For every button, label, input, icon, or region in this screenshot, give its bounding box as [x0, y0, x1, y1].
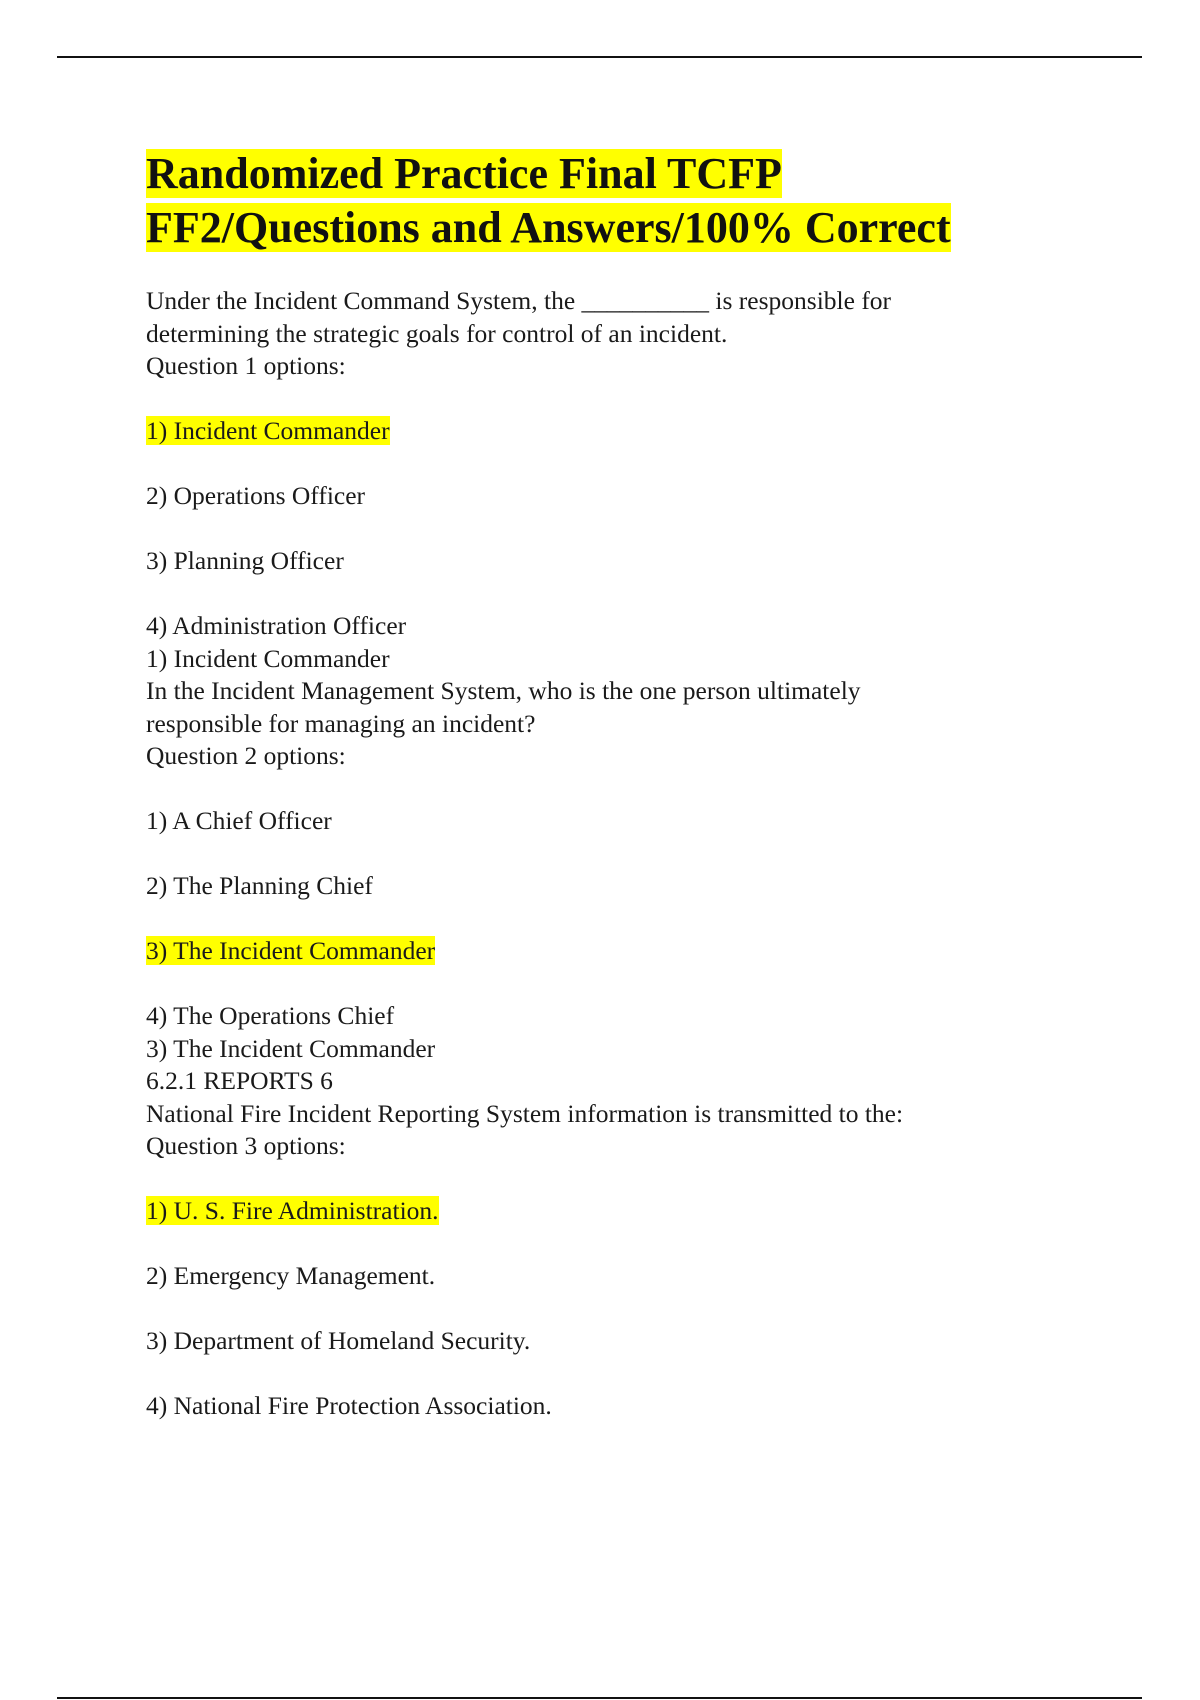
question-2-option-3-correct: 3) The Incident Commander — [146, 936, 436, 965]
title-line-1: Randomized Practice Final TCFP — [146, 149, 782, 198]
question-2 — [146, 675, 1086, 1065]
question-3-option-3: 3) Department of Homeland Security. — [146, 1326, 531, 1355]
question-1 — [146, 285, 1086, 675]
title-line-2: FF2/Questions and Answers/100% Correct — [146, 203, 951, 252]
question-1-option-4: 4) Administration Officer — [146, 611, 407, 640]
question-1-stem-line-1: Under the Incident Command System, the __________ is responsible for — [146, 286, 892, 315]
question-2-options-label: Question 2 options: — [146, 741, 346, 770]
header-rule — [57, 56, 1142, 58]
question-2-option-2: 2) The Planning Chief — [146, 871, 373, 900]
question-1-options-label: Question 1 options: — [146, 351, 346, 380]
document-title — [146, 147, 1086, 255]
question-1-option-2: 2) Operations Officer — [146, 481, 366, 510]
question-3-option-4: 4) National Fire Protection Association. — [146, 1391, 552, 1420]
question-2-stem-line-1: In the Incident Management System, who is the one person ultimately — [146, 676, 861, 705]
question-3-option-2: 2) Emergency Management. — [146, 1261, 436, 1290]
question-2-option-1: 1) A Chief Officer — [146, 806, 332, 835]
question-3-section-heading: 6.2.1 REPORTS 6 — [146, 1066, 333, 1095]
question-2-option-4: 4) The Operations Chief — [146, 1001, 395, 1030]
question-3-stem: National Fire Incident Reporting System information is transmitted to the: — [146, 1098, 904, 1128]
question-2-answer: 3) The Incident Commander — [146, 1033, 436, 1063]
question-1-option-3: 3) Planning Officer — [146, 546, 344, 575]
question-1-option-1-correct: 1) Incident Commander — [146, 416, 390, 445]
question-3-options-label: Question 3 options: — [146, 1131, 346, 1160]
question-3-option-1-correct: 1) U. S. Fire Administration. — [146, 1196, 439, 1225]
question-1-stem-line-2: determining the strategic goals for control of an incident. — [146, 318, 728, 348]
question-2-stem-line-2: responsible for managing an incident? — [146, 708, 536, 738]
question-3 — [146, 1065, 1086, 1423]
question-1-answer: 1) Incident Commander — [146, 643, 390, 673]
footer-rule — [57, 1697, 1142, 1699]
document-body — [146, 147, 1086, 1423]
